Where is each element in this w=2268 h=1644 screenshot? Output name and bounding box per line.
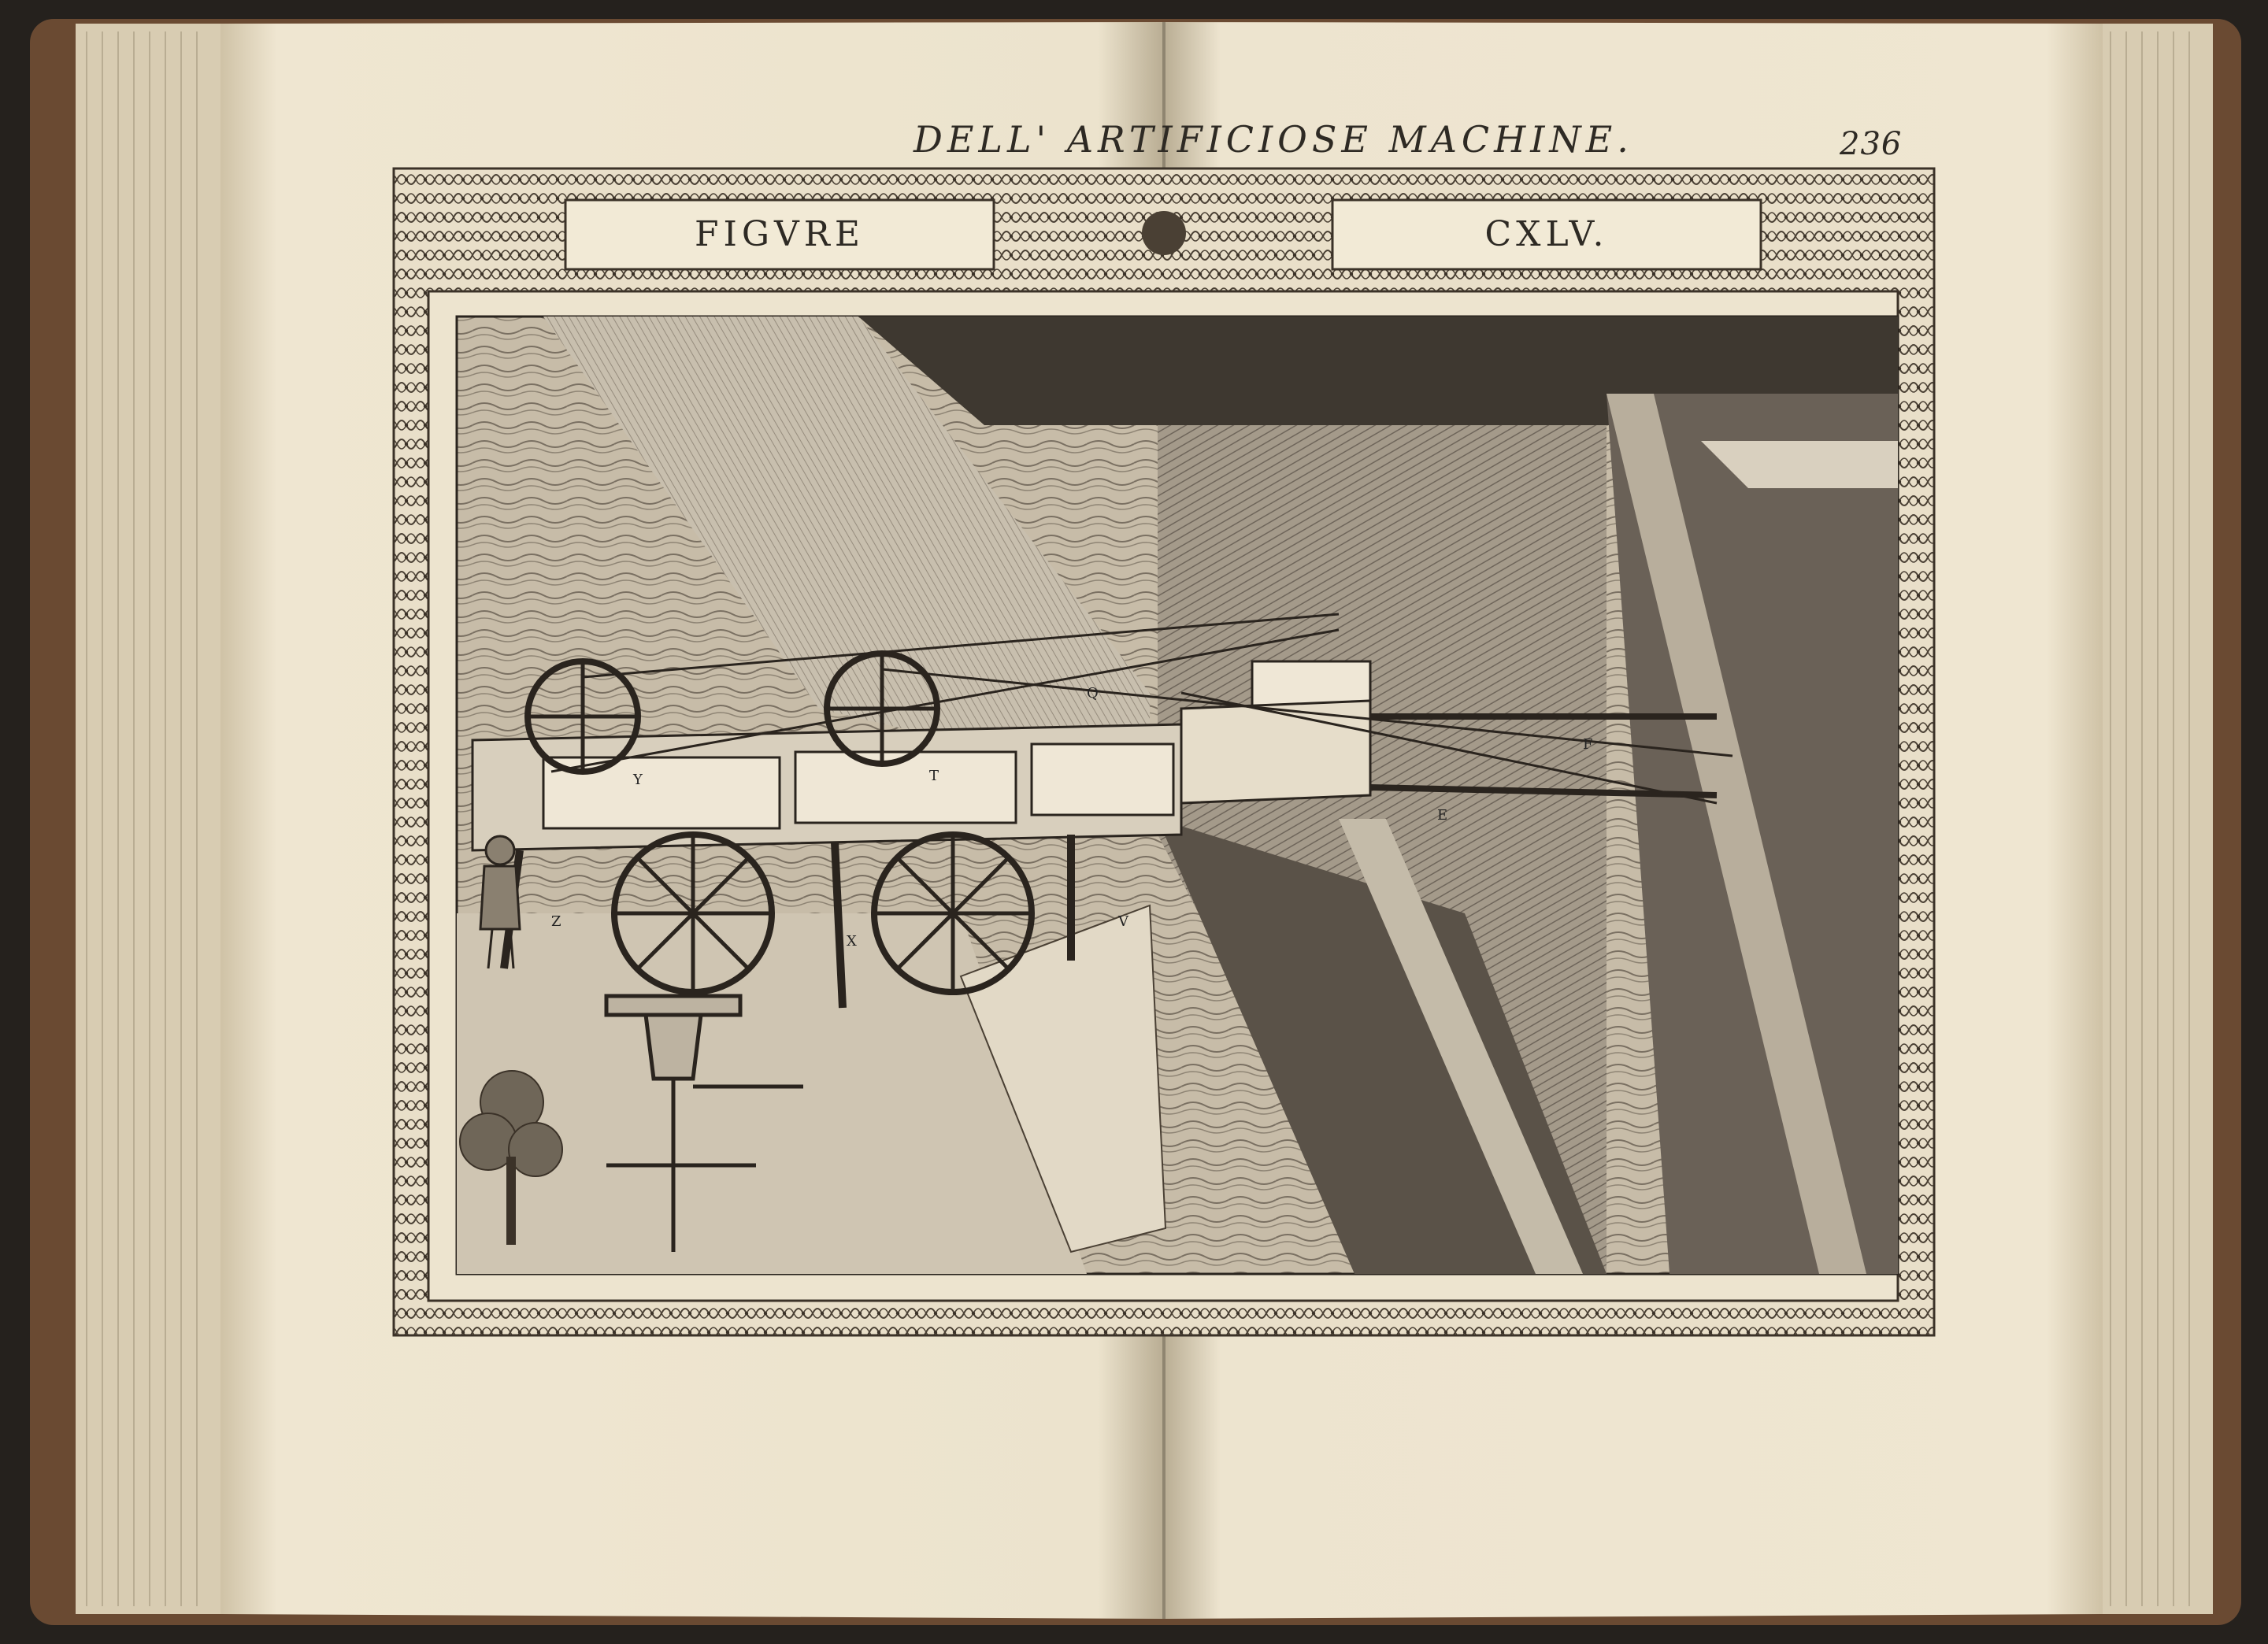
running-header: DELL' ARTIFICIOSE MACHINE. bbox=[914, 118, 1633, 161]
figure-label: FIGVRE bbox=[694, 214, 865, 254]
plate-letter-t: T bbox=[929, 768, 939, 784]
plate-letter-z: Z bbox=[551, 913, 561, 930]
plate-letter-y: Y bbox=[633, 772, 643, 788]
page-number: 236 bbox=[1840, 126, 1903, 162]
plate-letter-v: V bbox=[1118, 913, 1128, 930]
figure-number: CXLV. bbox=[1484, 214, 1609, 254]
plate-letter-q: Q bbox=[1087, 685, 1099, 702]
plate-letter-x: X bbox=[847, 933, 857, 950]
plate-letter-e: E bbox=[1437, 807, 1448, 824]
plate-letter-f: F bbox=[1583, 736, 1593, 753]
